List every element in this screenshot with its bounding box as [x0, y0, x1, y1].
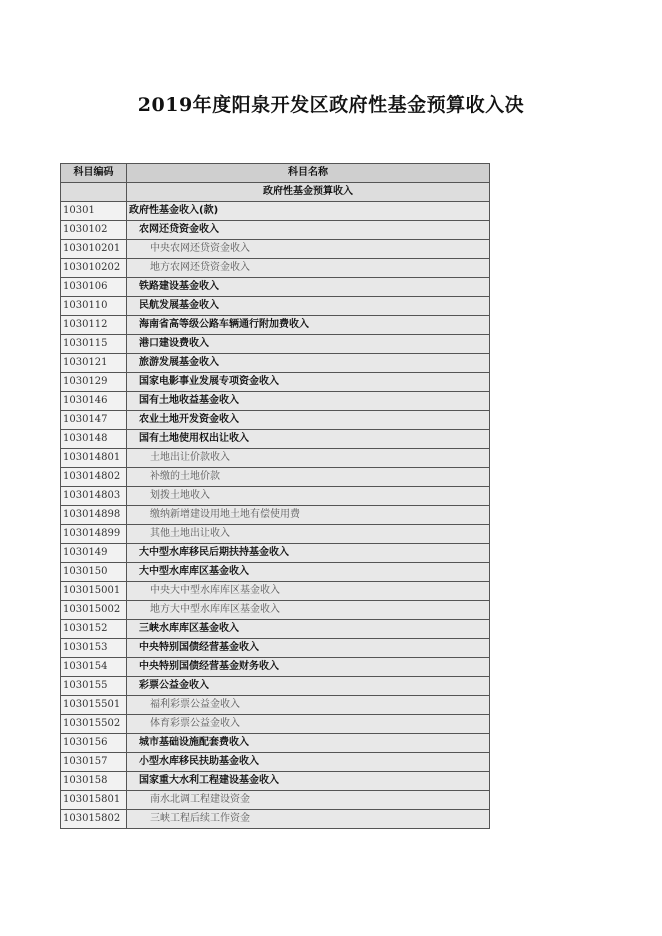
table-row — [61, 221, 490, 240]
row-code: 103015801 — [61, 791, 127, 810]
row-name: 国有土地使用权出让收入 — [127, 430, 490, 449]
row-code: 103015001 — [61, 582, 127, 601]
table-row — [61, 335, 490, 354]
row-name: 农业土地开发资金收入 — [127, 411, 490, 430]
row-code: 1030152 — [61, 620, 127, 639]
row-name: 大中型水库库区基金收入 — [127, 563, 490, 582]
budget-table — [60, 163, 490, 829]
table-row — [61, 563, 490, 582]
row-code: 1030158 — [61, 772, 127, 791]
row-name: 小型水库移民扶助基金收入 — [127, 753, 490, 772]
table-row — [61, 411, 490, 430]
table-row — [61, 734, 490, 753]
table-row — [61, 677, 490, 696]
table-row — [61, 259, 490, 278]
row-code: 103015802 — [61, 810, 127, 829]
row-code: 1030153 — [61, 639, 127, 658]
table-header-row — [61, 164, 490, 183]
row-code: 1030149 — [61, 544, 127, 563]
row-name: 中央农网还贷资金收入 — [127, 240, 490, 259]
table-row — [61, 392, 490, 411]
table-row — [61, 316, 490, 335]
row-name: 铁路建设基金收入 — [127, 278, 490, 297]
table-row — [61, 354, 490, 373]
table-row — [61, 468, 490, 487]
table-row — [61, 278, 490, 297]
row-code: 1030148 — [61, 430, 127, 449]
header-code: 科目编码 — [61, 164, 127, 183]
table-row — [61, 506, 490, 525]
table-row — [61, 601, 490, 620]
row-code: 10301 — [61, 202, 127, 221]
row-name: 补缴的土地价款 — [127, 468, 490, 487]
table-row — [61, 449, 490, 468]
row-name: 福利彩票公益金收入 — [127, 696, 490, 715]
row-code: 1030146 — [61, 392, 127, 411]
row-code: 103010201 — [61, 240, 127, 259]
table-row — [61, 373, 490, 392]
table-row — [61, 658, 490, 677]
row-name: 农网还贷资金收入 — [127, 221, 490, 240]
row-code: 1030112 — [61, 316, 127, 335]
row-name: 国家重大水利工程建设基金收入 — [127, 772, 490, 791]
row-name: 土地出让价款收入 — [127, 449, 490, 468]
row-name: 中央特别国债经营基金财务收入 — [127, 658, 490, 677]
table-row — [61, 297, 490, 316]
row-code: 103014801 — [61, 449, 127, 468]
row-name: 中央大中型水库库区基金收入 — [127, 582, 490, 601]
row-name: 缴纳新增建设用地土地有偿使用费 — [127, 506, 490, 525]
row-code: 1030106 — [61, 278, 127, 297]
row-code: 103015002 — [61, 601, 127, 620]
row-name: 大中型水库移民后期扶持基金收入 — [127, 544, 490, 563]
row-name: 国家电影事业发展专项资金收入 — [127, 373, 490, 392]
row-code: 1030129 — [61, 373, 127, 392]
row-code: 103014898 — [61, 506, 127, 525]
row-code: 1030147 — [61, 411, 127, 430]
table-row — [61, 772, 490, 791]
row-name: 地方大中型水库库区基金收入 — [127, 601, 490, 620]
table-row — [61, 810, 490, 829]
table-row — [61, 430, 490, 449]
section-row — [61, 183, 490, 202]
row-name: 海南省高等级公路车辆通行附加费收入 — [127, 316, 490, 335]
header-name: 科目名称 — [127, 164, 490, 183]
row-code: 1030154 — [61, 658, 127, 677]
row-name: 地方农网还贷资金收入 — [127, 259, 490, 278]
row-code: 103014802 — [61, 468, 127, 487]
row-name: 港口建设费收入 — [127, 335, 490, 354]
table-row — [61, 753, 490, 772]
row-code: 103015502 — [61, 715, 127, 734]
row-name: 国有土地收益基金收入 — [127, 392, 490, 411]
row-name: 划拨土地收入 — [127, 487, 490, 506]
row-code: 103010202 — [61, 259, 127, 278]
table-row — [61, 620, 490, 639]
row-name: 南水北调工程建设资金 — [127, 791, 490, 810]
row-code: 1030121 — [61, 354, 127, 373]
row-name: 民航发展基金收入 — [127, 297, 490, 316]
row-name: 中央特别国债经营基金收入 — [127, 639, 490, 658]
section-title: 政府性基金预算收入 — [127, 183, 490, 202]
table-row — [61, 639, 490, 658]
table-row — [61, 487, 490, 506]
section-code-cell — [61, 183, 127, 202]
table-row — [61, 696, 490, 715]
row-code: 1030155 — [61, 677, 127, 696]
row-name: 三峡水库库区基金收入 — [127, 620, 490, 639]
table-row — [61, 791, 490, 810]
table-row — [61, 240, 490, 259]
budget-table-body — [61, 164, 490, 829]
row-name: 城市基础设施配套费收入 — [127, 734, 490, 753]
row-name: 旅游发展基金收入 — [127, 354, 490, 373]
row-name: 政府性基金收入(款) — [127, 202, 490, 221]
row-name: 其他土地出让收入 — [127, 525, 490, 544]
row-name: 三峡工程后续工作资金 — [127, 810, 490, 829]
page-title: 2019年度阳泉开发区政府性基金预算收入决 — [137, 94, 525, 116]
row-name: 体育彩票公益金收入 — [127, 715, 490, 734]
row-code: 103014899 — [61, 525, 127, 544]
row-code: 103015501 — [61, 696, 127, 715]
row-code: 1030150 — [61, 563, 127, 582]
table-row — [61, 525, 490, 544]
row-code: 1030102 — [61, 221, 127, 240]
row-code: 103014803 — [61, 487, 127, 506]
row-code: 1030115 — [61, 335, 127, 354]
row-code: 1030156 — [61, 734, 127, 753]
table-row — [61, 202, 490, 221]
row-code: 1030157 — [61, 753, 127, 772]
row-name: 彩票公益金收入 — [127, 677, 490, 696]
table-row — [61, 544, 490, 563]
row-code: 1030110 — [61, 297, 127, 316]
table-row — [61, 715, 490, 734]
table-row — [61, 582, 490, 601]
